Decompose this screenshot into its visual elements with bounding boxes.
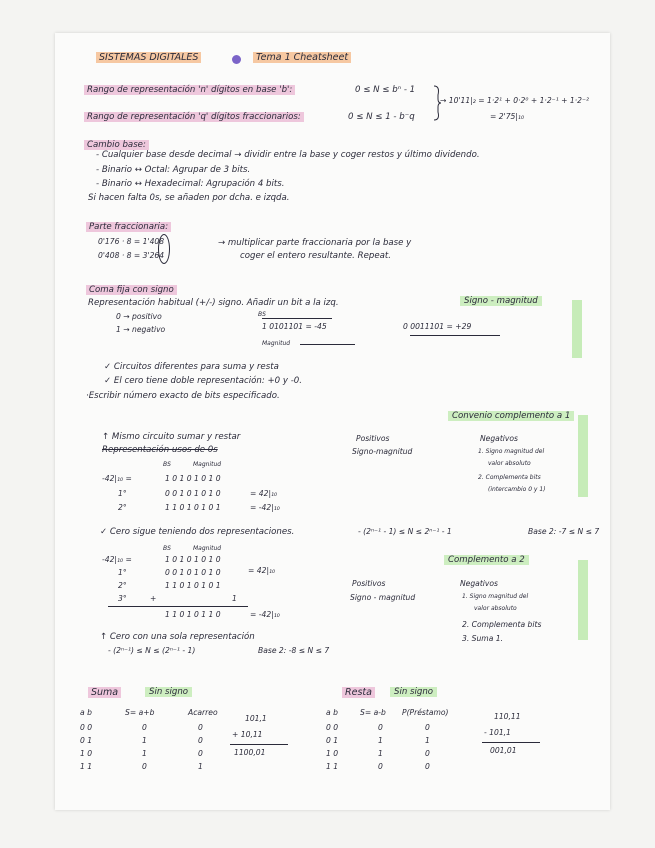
- resta-row-0-s: 0: [378, 723, 383, 732]
- c2-row1-value: = 42|₁₀: [248, 566, 276, 575]
- c1-cero: ✓ Cero sigue teniendo dos representaciones.: [100, 527, 295, 537]
- c2-negativos-header: Negativos: [460, 579, 499, 588]
- c2-neg-step1: 1. Signo magnitud del: [462, 593, 529, 600]
- resta-header-ab: a b: [326, 708, 338, 717]
- resta-op2: - 101,1: [484, 728, 511, 737]
- resta-sin-signo: Sin signo: [390, 687, 437, 697]
- c2-rango: - (2ⁿ⁻¹) ≤ N ≤ (2ⁿ⁻¹ - 1): [108, 646, 196, 655]
- green-bar: [578, 560, 588, 640]
- bracket-line: [300, 344, 355, 345]
- resta-row-0-ab: 0 0: [326, 723, 339, 732]
- complemento-a-2-badge: Complemento a 2: [444, 555, 529, 565]
- complemento-a-1-badge: Convenio complemento a 1: [448, 411, 574, 421]
- resta-row-1-p: 1: [425, 736, 430, 745]
- resta-row-3-p: 0: [425, 762, 430, 771]
- c2-row0-label: -42|₁₀ =: [102, 555, 132, 564]
- c2-row2-bits: 1 1 0 1 0 1 0 1: [165, 581, 221, 590]
- resta-op1: 110,11: [494, 712, 521, 721]
- green-bar: [572, 300, 582, 358]
- suma-row-3-c: 1: [198, 762, 203, 771]
- coma-bs-label: BS: [258, 311, 266, 318]
- suma-row-3-s: 0: [142, 762, 147, 771]
- c2-neg-step2: 2. Complementa bits: [462, 620, 542, 629]
- coma-note1: ✓ Circuitos diferentes para suma y resta: [104, 362, 279, 372]
- suma-row-2-s: 1: [142, 749, 147, 758]
- c1-row2-label: 2°: [118, 503, 127, 512]
- suma-result: 1100,01: [234, 748, 266, 757]
- signo-magnitud-badge: Signo - magnitud: [460, 296, 542, 306]
- coma-title: Coma fija con signo: [86, 285, 177, 295]
- cambio-line2: - Binario ↔ Octal: Agrupar de 3 bits.: [96, 165, 251, 175]
- c1-row1-value: = 42|₁₀: [250, 489, 278, 498]
- c2-row3-one: 1: [232, 594, 237, 603]
- rango-line1: Rango de representación 'n' dígitos en base 'b':: [84, 85, 295, 95]
- c1-neg-step2b: (intercambio 0 y 1): [488, 486, 546, 493]
- coma-positivo: 0 → positivo: [116, 312, 162, 321]
- fracc-line2: 0'408 · 8 = 3'264: [98, 251, 165, 260]
- c2-row0-bits: 1 0 1 0 1 0 1 0: [165, 555, 221, 564]
- coma-line1: Representación habitual (+/-) signo. Añadir un bit a la izq.: [88, 298, 339, 308]
- suma-sin-signo: Sin signo: [145, 687, 192, 697]
- resta-row-2-s: 1: [378, 749, 383, 758]
- resta-row-3-s: 0: [378, 762, 383, 771]
- c1-negativos-header: Negativos: [480, 434, 519, 443]
- c1-neg-step1b: valor absoluto: [488, 460, 531, 467]
- sum-line: [230, 744, 288, 745]
- c1-line2: Representación usos de 0s: [102, 445, 218, 455]
- resta-row-3-ab: 1 1: [326, 762, 339, 771]
- c1-neg-step1: 1. Signo magnitud del: [478, 448, 545, 455]
- resta-row-1-ab: 0 1: [326, 736, 339, 745]
- resta-row-0-p: 0: [425, 723, 430, 732]
- c2-row1-label: 1°: [118, 568, 127, 577]
- suma-header-ab: a b: [80, 708, 92, 717]
- suma-row-0-ab: 0 0: [80, 723, 93, 732]
- resta-row-2-ab: 1 0: [326, 749, 339, 758]
- resta-header-s: S= a-b: [360, 708, 386, 717]
- sum-line: [482, 742, 540, 743]
- c1-neg-step2: 2. Complementa bits: [478, 474, 541, 481]
- c1-magnitud-label: Magnitud: [193, 461, 222, 468]
- coma-note2: ✓ El cero tiene doble representación: +0 y -0.: [104, 376, 303, 386]
- c2-result-value: = -42|₁₀: [250, 610, 280, 619]
- c1-line1: ↑ Mismo circuito sumar y restar: [102, 432, 241, 442]
- bracket-line: [262, 318, 332, 319]
- fracc-title: Parte fraccionaria:: [86, 222, 171, 232]
- c2-magnitud-label: Magnitud: [193, 545, 222, 552]
- c1-row0-bits: 1 0 1 0 1 0 1 0: [165, 474, 221, 483]
- c2-positivos-value: Signo - magnitud: [350, 593, 416, 602]
- suma-header-acarreo: Acarreo: [188, 708, 218, 717]
- suma-header-s: S= a+b: [125, 708, 155, 717]
- rango-example-result: = 2'75|₁₀: [490, 112, 525, 121]
- c1-positivos-header: Positivos: [356, 434, 390, 443]
- sum-line: [108, 606, 248, 607]
- suma-row-1-s: 1: [142, 736, 147, 745]
- green-bar: [578, 415, 588, 497]
- rango-line1-value: 0 ≤ N ≤ bⁿ - 1: [355, 85, 416, 95]
- resta-row-1-s: 1: [378, 736, 383, 745]
- fracc-line1: 0'176 · 8 = 1'408: [98, 237, 165, 246]
- c2-positivos-header: Positivos: [352, 579, 386, 588]
- coma-example2: 0 0011101 = +29: [403, 322, 472, 331]
- c2-row3-plus: +: [150, 594, 157, 603]
- cambio-line3: - Binario ↔ Hexadecimal: Agrupación 4 bits.: [96, 179, 285, 189]
- c1-row0-label: -42|₁₀ =: [102, 474, 132, 483]
- resta-title: Resta: [342, 687, 375, 698]
- coma-negativo: 1 → negativo: [116, 325, 166, 334]
- c2-row1-bits: 0 0 1 0 1 0 1 0: [165, 568, 221, 577]
- fracc-note2: coger el entero resultante. Repeat.: [240, 251, 392, 261]
- suma-row-2-c: 0: [198, 749, 203, 758]
- c2-base2: Base 2: -8 ≤ N ≤ 7: [258, 646, 330, 655]
- title-cheatsheet: Tema 1 Cheatsheet: [253, 52, 351, 63]
- c2-bs-label: BS: [163, 545, 171, 552]
- resta-result: 001,01: [490, 746, 517, 755]
- c1-rango: - (2ⁿ⁻¹ - 1) ≤ N ≤ 2ⁿ⁻¹ - 1: [358, 527, 452, 536]
- rango-example: → 10'11|₂ = 1·2¹ + 0·2⁰ + 1·2⁻¹ + 1·2⁻²: [440, 96, 590, 105]
- c1-bs-label: BS: [163, 461, 171, 468]
- suma-row-3-ab: 1 1: [80, 762, 93, 771]
- c1-base2: Base 2: -7 ≤ N ≤ 7: [528, 527, 600, 536]
- c1-positivos-value: Signo-magnitud: [352, 447, 413, 456]
- suma-row-1-c: 0: [198, 736, 203, 745]
- suma-title: Suma: [88, 687, 121, 698]
- suma-row-0-s: 0: [142, 723, 147, 732]
- c2-row3-label: 3°: [118, 594, 127, 603]
- resta-row-2-p: 0: [425, 749, 430, 758]
- coma-magnitud-label: Magnitud: [262, 340, 291, 347]
- c2-neg-step3: 3. Suma 1.: [462, 634, 504, 643]
- coma-example1: 1 0101101 = -45: [262, 322, 327, 331]
- cambio-line1: - Cualquier base desde decimal → dividir entre la base y coger restos y último dividendo.: [96, 150, 480, 160]
- suma-op2: + 10,11: [232, 730, 263, 739]
- bracket-line: [410, 335, 500, 336]
- c1-row1-bits: 0 0 1 0 1 0 1 0: [165, 489, 221, 498]
- c1-row1-label: 1°: [118, 489, 127, 498]
- rango-line2-value: 0 ≤ N ≤ 1 - b⁻q: [348, 112, 415, 122]
- resta-header-prestamo: P(Préstamo): [402, 708, 449, 717]
- c1-row2-value: = -42|₁₀: [250, 503, 280, 512]
- c2-cero: ↑ Cero con una sola representación: [100, 632, 255, 642]
- cambio-title: Cambio base:: [84, 140, 149, 150]
- rango-line2: Rango de representación 'q' dígitos fraccionarios:: [84, 112, 304, 122]
- circle-mark: [158, 234, 170, 264]
- title-sistemas-digitales: SISTEMAS DIGITALES: [96, 52, 201, 63]
- suma-row-1-ab: 0 1: [80, 736, 93, 745]
- fracc-note1: → multiplicar parte fraccionaria por la base y: [218, 238, 412, 248]
- cambio-line4: Si hacen falta 0s, se añaden por dcha. e izqda.: [88, 193, 290, 203]
- coma-note3: ·Escribir número exacto de bits especificado.: [86, 391, 280, 401]
- c2-row2-label: 2°: [118, 581, 127, 590]
- suma-row-2-ab: 1 0: [80, 749, 93, 758]
- suma-row-0-c: 0: [198, 723, 203, 732]
- c1-row2-bits: 1 1 0 1 0 1 0 1: [165, 503, 221, 512]
- c2-neg-step1b: valor absoluto: [474, 605, 517, 612]
- c2-result-bits: 1 1 0 1 0 1 1 0: [165, 610, 221, 619]
- suma-op1: 101,1: [245, 714, 267, 723]
- purple-dot-icon: [232, 55, 241, 64]
